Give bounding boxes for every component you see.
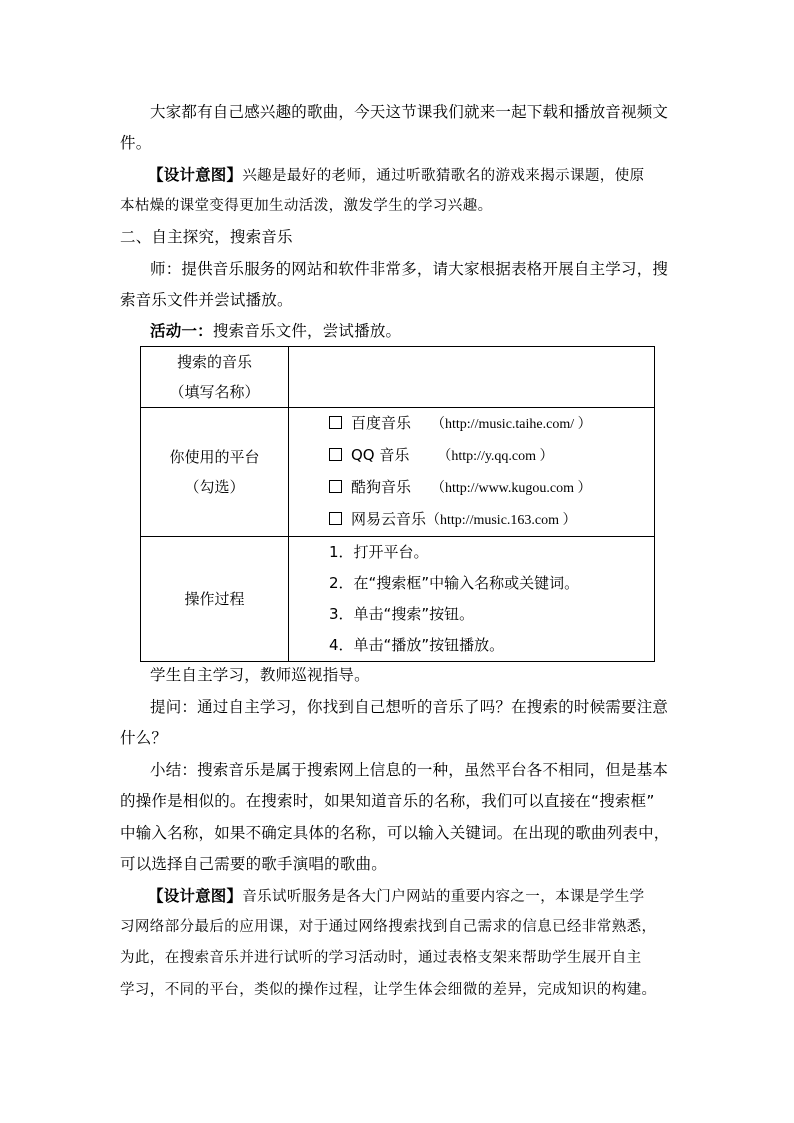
platform-label: 你使用的平台	[169, 448, 260, 466]
table-cell-label: 操作过程	[141, 537, 289, 662]
table-row	[141, 408, 655, 537]
platform-name: 酷狗音乐	[351, 478, 412, 496]
activity-text: 搜索音乐文件，尝试播放。	[212, 322, 402, 340]
table-row	[141, 537, 655, 662]
design-intent-text: 音乐试听服务是各大门户网站的重要内容之一，本课是学生学	[242, 889, 645, 905]
intro-line-1: 大家都有自己感兴趣的歌曲，今天这节课我们就来一起下载和播放音视频文	[150, 103, 669, 121]
platform-hint: （勾选）	[184, 478, 245, 496]
platform-name: 网易云音乐	[351, 510, 427, 528]
platform-option[interactable]	[329, 472, 654, 504]
platform-url: （http://music.taihe.com/ ）	[431, 417, 592, 432]
summary-line-1: 小结：搜索音乐是属于搜索网上信息的一种，虽然平台各不相同，但是基本	[150, 761, 669, 779]
music-name-hint: （填写名称）	[169, 383, 260, 401]
music-name-field[interactable]	[289, 347, 655, 408]
summary-line-2: 的操作是相似的。在搜索时，如果知道音乐的名称，我们可以直接在“搜索框”	[120, 792, 655, 810]
section-heading: 二、自主探究，搜索音乐	[120, 228, 293, 246]
activity-line	[150, 316, 401, 347]
checkbox-icon[interactable]	[329, 480, 342, 493]
platform-url: （http://www.kugou.com ）	[431, 481, 592, 496]
design-intent-2-line-2: 习网络部分最后的应用课，对于通过网络搜索找到自己需求的信息已经非常熟悉，	[120, 919, 657, 935]
question-line-2: 什么？	[120, 729, 168, 747]
steps-cell	[289, 537, 655, 662]
platform-option[interactable]	[329, 440, 654, 472]
design-intent-2-line-4: 学习，不同的平台，类似的操作过程，让学生体会细微的差异，完成知识的构建。	[120, 982, 657, 998]
platform-name: 百度音乐	[351, 414, 412, 432]
design-intent-1-line-1	[148, 160, 645, 192]
design-intent-label: 【设计意图】	[148, 887, 243, 905]
table-cell-label	[141, 408, 289, 537]
summary-line-4: 可以选择自己需要的歌手演唱的歌曲。	[120, 855, 387, 873]
step-item: 1．打开平台。	[329, 543, 429, 561]
checkbox-icon[interactable]	[329, 512, 342, 525]
table-row	[141, 347, 655, 408]
intro-line-2: 件。	[120, 134, 152, 152]
table-cell-label	[141, 347, 289, 408]
activity-label: 活动一：	[150, 322, 213, 340]
music-name-label: 搜索的音乐	[176, 353, 252, 371]
design-intent-2-line-3: 为此，在搜索音乐并进行试听的学习活动时，通过表格支架来帮助学生展开自主	[120, 950, 642, 966]
after-table-text: 学生自主学习，教师巡视指导。	[150, 666, 370, 684]
platform-url: （http://music.163.com ）	[426, 513, 577, 528]
teacher-line-1: 师：提供音乐服务的网站和软件非常多，请大家根据表格开展自主学习，搜	[150, 260, 669, 278]
platform-options	[289, 408, 655, 537]
design-intent-2-line-1	[148, 881, 645, 913]
platform-name: QQ 音乐	[351, 446, 410, 464]
design-intent-label: 【设计意图】	[148, 166, 243, 184]
design-intent-1-line-2: 本枯燥的课堂变得更加生动活泼，激发学生的学习兴趣。	[120, 198, 493, 214]
platform-url: （http://y.qq.com ）	[437, 449, 554, 464]
question-line-1: 提问：通过自主学习，你找到自己想听的音乐了吗？在搜索的时候需要注意	[150, 698, 669, 716]
summary-line-3: 中输入名称，如果不确定具体的名称，可以输入关键词。在出现的歌曲列表中，	[120, 824, 670, 842]
step-item: 4．单击“播放”按钮播放。	[329, 636, 505, 654]
platform-option[interactable]	[329, 408, 654, 440]
step-item: 3．单击“搜索”按钮。	[329, 605, 475, 623]
design-intent-text: 兴趣是最好的老师，通过听歌猜歌名的游戏来揭示课题，使原	[242, 168, 645, 184]
activity-table	[140, 346, 655, 662]
checkbox-icon[interactable]	[329, 448, 342, 461]
teacher-line-2: 索音乐文件并尝试播放。	[120, 291, 293, 309]
step-item: 2．在“搜索框”中输入名称或关键词。	[329, 574, 580, 592]
checkbox-icon[interactable]	[329, 416, 342, 429]
platform-option[interactable]	[329, 504, 654, 536]
